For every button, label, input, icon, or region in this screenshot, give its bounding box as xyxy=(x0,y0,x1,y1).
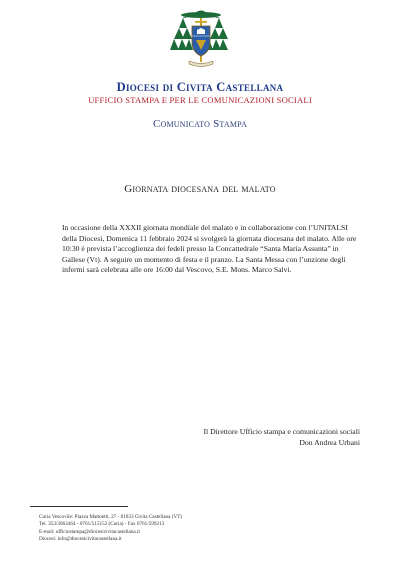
episcopal-coat-of-arms-icon xyxy=(169,6,233,70)
diocese-title: Diocesi di Civita Castellana xyxy=(116,80,284,94)
footer-divider xyxy=(30,506,128,507)
footer-contacts xyxy=(39,514,319,543)
signature-name: Don Andrea Urbani xyxy=(299,437,360,447)
office-subtitle: UFFICIO STAMPA E PER LE COMUNICAZIONI SOCIALI xyxy=(88,95,312,105)
signature-role: Il Direttore Ufficio stampa e comunicazioni sociali xyxy=(203,427,360,436)
footer-address: Curia Vescovile: Piazza Mattoetti, 27 - 01033 Civita Castellana (VT) xyxy=(39,514,183,520)
press-release-label: Comunicato Stampa xyxy=(152,118,248,130)
signature-block xyxy=(140,427,360,448)
footer-email-diocese: Diocesi: info@diocesicivitacastellana.it xyxy=(39,535,122,542)
footer-email-press: E-mail: ufficiostampa@diocesicivitacastellana.it xyxy=(39,528,140,535)
document-heading: Giornata diocesana del malato xyxy=(124,183,276,195)
footer-phone: Tel. 353/3063464 - 0761/515152 (Curia) - Fax 0761/599213 xyxy=(39,521,165,528)
body-paragraph: In occasione della XXXII giornata mondiale del malato e in collaborazione con l’UNITALSI della Diocesi, Domenica 11 febbraio 2024 si svolgerà la giornata diocesana del malato. Alle ore 10:30 è prevista l’accoglienza dei fedeli presso la Concattedrale “Santa Maria Assunta” in Gallese (Vt). A seguire un momento di festa e il pranzo. La Santa Messa con l’unzione degli infermi sarà celebrata alle ore 16:00 dal Vescovo, S.E. Mons. Marco Salvi. xyxy=(62,223,357,275)
